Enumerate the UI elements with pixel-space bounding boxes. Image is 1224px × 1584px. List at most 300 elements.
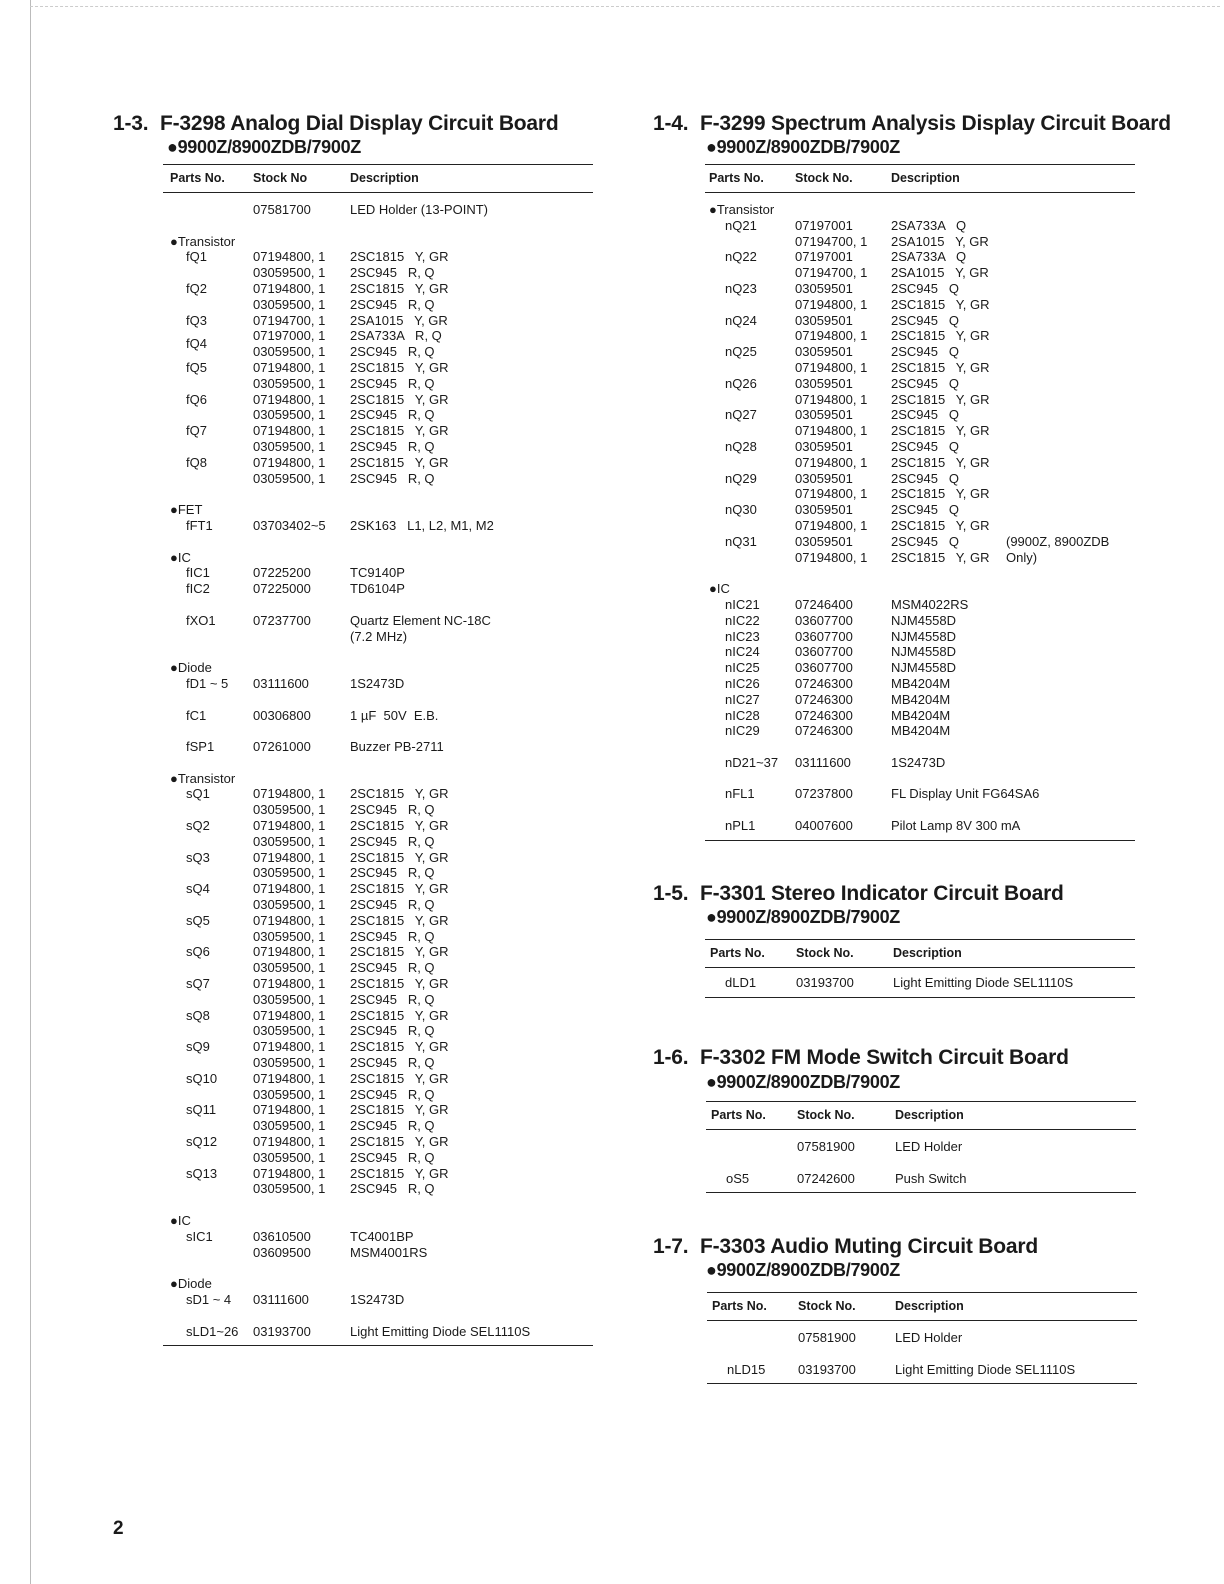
table-row	[163, 1102, 593, 1118]
stock-number: 07225200	[253, 565, 311, 581]
table-row	[163, 1118, 593, 1134]
table-row	[163, 581, 593, 597]
description: 2SC1815 Y, GR	[891, 328, 990, 344]
table-row	[163, 818, 593, 834]
table-row	[163, 960, 593, 976]
description: 2SC1815 Y, GR	[350, 1165, 449, 1181]
table-row	[705, 723, 1135, 739]
part-number: sIC1	[186, 1228, 213, 1244]
description: 2SC945 R, Q	[350, 991, 435, 1007]
group-heading: ●Transistor	[170, 770, 236, 786]
blank-row	[163, 644, 593, 660]
table-row	[705, 234, 1135, 250]
description: 2SC1815 Y, GR	[891, 517, 990, 533]
stock-number: 07246400	[795, 596, 853, 612]
part-number: nIC25	[725, 660, 760, 676]
table-row	[163, 1071, 593, 1087]
model-list: ●9900Z/8900ZDB/7900Z	[706, 137, 900, 157]
stock-number: 07194800, 1	[253, 786, 326, 802]
part-number: nQ26	[725, 375, 757, 391]
table-row	[163, 881, 593, 897]
table-row	[163, 1181, 593, 1197]
stock-number: 03193700	[796, 975, 854, 990]
stock-number: 03059501	[795, 407, 853, 423]
table-row	[163, 202, 593, 218]
table-row	[163, 1008, 593, 1024]
stock-number: 07194800, 1	[253, 454, 326, 470]
table-row	[705, 676, 1135, 692]
stock-number: 07194800, 1	[253, 423, 326, 439]
scan-top-edge	[30, 6, 1220, 7]
description: 2SC1815 Y, GR	[891, 391, 990, 407]
stock-number: 07194800, 1	[795, 486, 868, 502]
description: 2SC1815 Y, GR	[350, 280, 449, 296]
part-number: sQ4	[186, 881, 210, 897]
description: 2SC945 Q	[891, 407, 959, 423]
stock-number: 07194800, 1	[253, 391, 326, 407]
table-row	[705, 471, 1135, 487]
group-heading: ●IC	[170, 549, 191, 565]
description: 2SC945 Q	[891, 470, 959, 486]
stock-number: 07194800, 1	[253, 912, 326, 928]
description: LED Holder	[895, 1330, 963, 1345]
stock-number: 00306800	[253, 707, 311, 723]
group-heading-row	[163, 1213, 593, 1229]
description: MB4204M	[891, 675, 951, 691]
part-number: nIC27	[725, 691, 760, 707]
stock-number: 07194800, 1	[253, 1134, 326, 1150]
part-number: fQ6	[186, 391, 207, 407]
header-description: Description	[891, 171, 960, 185]
table-row	[163, 676, 593, 692]
table-row	[163, 739, 593, 755]
stock-number: 03059501	[795, 312, 853, 328]
table-body	[163, 193, 593, 1346]
section-title	[653, 882, 1064, 906]
model-note: Only)	[1006, 549, 1038, 565]
part-number: sQ9	[186, 1039, 210, 1055]
description: 2SC945 R, Q	[350, 1086, 435, 1102]
part-number: nIC26	[725, 675, 760, 691]
description: NJM4558D	[891, 644, 957, 660]
stock-number: 07194800, 1	[795, 359, 868, 375]
description: LED Holder	[895, 1139, 963, 1154]
stock-number: 07194800, 1	[795, 391, 868, 407]
table-row	[163, 786, 593, 802]
blank-row	[705, 565, 1135, 581]
description: TC9140P	[350, 565, 405, 581]
description: 2SC1815 Y, GR	[350, 881, 449, 897]
table-row	[163, 344, 593, 360]
table-row	[705, 486, 1135, 502]
description: 2SC945 R, Q	[350, 438, 435, 454]
model-list: ●9900Z/8900ZDB/7900Z	[167, 137, 361, 157]
blank-row	[706, 1155, 1136, 1171]
blank-row	[707, 1346, 1137, 1362]
stock-number: 03059501	[795, 438, 853, 454]
table-row	[705, 534, 1135, 550]
model-list: ●9900Z/8900ZDB/7900Z	[706, 1260, 900, 1280]
table-row	[163, 1055, 593, 1071]
table-row	[163, 1134, 593, 1150]
stock-number: 03059500, 1	[253, 960, 326, 976]
part-number: sQ1	[186, 786, 210, 802]
header-stock-no: Stock No.	[797, 1108, 855, 1122]
description: Push Switch	[895, 1170, 967, 1186]
table-row	[705, 786, 1135, 802]
description: 2SA1015 Y, GR	[350, 312, 448, 328]
description: MSM4001RS	[350, 1244, 428, 1260]
stock-number: 07197000, 1	[253, 328, 326, 344]
table-row	[705, 218, 1135, 234]
stock-number: 03059500, 1	[253, 833, 326, 849]
stock-number: 03059500, 1	[253, 1118, 326, 1134]
stock-number: 03059501	[795, 502, 853, 518]
parts-table	[705, 939, 1135, 998]
stock-number: 03193700	[253, 1323, 311, 1339]
part-number: fQ2	[186, 280, 207, 296]
stock-number: 03607700	[795, 628, 853, 644]
parts-table	[705, 164, 1135, 841]
table-row	[705, 281, 1135, 297]
stock-number: 07194800, 1	[253, 1165, 326, 1181]
table-row	[705, 376, 1135, 392]
description: Pilot Lamp 8V 300 mA	[891, 818, 1021, 834]
header-stock-no: Stock No.	[798, 1299, 856, 1313]
stock-number: 07261000	[253, 739, 311, 755]
part-number: nQ24	[725, 312, 757, 328]
header-stock-no: Stock No	[253, 171, 308, 185]
table-row	[163, 913, 593, 929]
table-row	[163, 897, 593, 913]
description: 2SA733A Q	[891, 249, 967, 265]
table-row	[163, 376, 593, 392]
table-row	[163, 1292, 593, 1308]
part-number: fFT1	[186, 517, 213, 533]
table-body	[707, 1321, 1137, 1384]
group-heading: ●Transistor	[709, 202, 775, 217]
stock-number: 03059500, 1	[253, 991, 326, 1007]
description: 1S2473D	[350, 1291, 405, 1307]
table-row	[163, 407, 593, 423]
part-number: sQ10	[186, 1070, 218, 1086]
part-number: fC1	[186, 707, 207, 723]
description: 1S2473D	[891, 754, 946, 770]
description: 2SC1815 Y, GR	[350, 944, 449, 960]
part-number: nD21~37	[725, 754, 779, 770]
description: 2SA1015 Y, GR	[891, 265, 989, 281]
stock-number: 03607700	[795, 644, 853, 660]
description: 2SC1815 Y, GR	[350, 423, 449, 439]
group-heading: ●Diode	[170, 660, 212, 676]
blank-row	[163, 534, 593, 550]
table-row	[163, 392, 593, 408]
table-row	[163, 929, 593, 945]
description: 2SC1815 Y, GR	[891, 454, 990, 470]
description: 2SC945 Q	[891, 312, 959, 328]
table-row	[705, 249, 1135, 265]
part-number: sQ11	[186, 1102, 217, 1118]
description: 2SC945 R, Q	[350, 344, 435, 360]
table-row	[163, 1039, 593, 1055]
group-heading-row	[163, 234, 593, 250]
part-number: sQ6	[186, 944, 210, 960]
section-number: 1-6.	[653, 1046, 689, 1069]
stock-number: 07194800, 1	[253, 1007, 326, 1023]
description: 1S2473D	[350, 675, 405, 691]
table-row	[163, 265, 593, 281]
part-number: nIC23	[725, 628, 760, 644]
table-row	[163, 1166, 593, 1182]
group-heading: ●Diode	[170, 1276, 212, 1292]
description: 2SC945 Q	[891, 375, 959, 391]
part-number: nQ23	[725, 280, 757, 296]
stock-number: 03059500, 1	[253, 407, 326, 423]
description: TC4001BP	[350, 1228, 414, 1244]
stock-number: 03059501	[795, 375, 853, 391]
part-number: fQ4	[186, 336, 207, 352]
stock-number: 07194800, 1	[253, 280, 326, 296]
table-row	[163, 1023, 593, 1039]
part-number: nIC28	[725, 707, 760, 723]
part-number: fQ7	[186, 423, 207, 439]
description: 2SC1815 Y, GR	[350, 912, 449, 928]
table-row	[163, 613, 593, 629]
description: Buzzer PB-2711	[350, 739, 444, 755]
blank-row	[705, 739, 1135, 755]
stock-number: 07194800, 1	[253, 944, 326, 960]
model-list: ●9900Z/8900ZDB/7900Z	[706, 1072, 900, 1092]
description: 2SC945 Q	[891, 438, 959, 454]
header-parts-no: Parts No.	[710, 946, 765, 960]
table-row	[705, 439, 1135, 455]
part-number: nFL1	[725, 786, 755, 802]
table-row	[705, 692, 1135, 708]
table-row	[705, 313, 1135, 329]
stock-number: 03609500	[253, 1244, 311, 1260]
description: MSM4022RS	[891, 596, 969, 612]
description: 2SK163 L1, L2, M1, M2	[350, 517, 494, 533]
blank-row	[163, 692, 593, 708]
stock-number: 03059501	[795, 280, 853, 296]
group-heading-row	[163, 1276, 593, 1292]
description: 2SC1815 Y, GR	[350, 1007, 449, 1023]
stock-number: 03059500, 1	[253, 1023, 326, 1039]
group-heading-row	[163, 502, 593, 518]
description: FL Display Unit FG64SA6	[891, 786, 1040, 802]
page-number: 2	[113, 1518, 124, 1539]
stock-number: 03059500, 1	[253, 802, 326, 818]
part-number: dLD1	[725, 975, 757, 990]
part-number: sQ5	[186, 912, 210, 928]
table-row	[163, 423, 593, 439]
table-row	[163, 1229, 593, 1245]
blank-row	[163, 1260, 593, 1276]
table-row	[163, 471, 593, 487]
description: 2SC945 R, Q	[350, 265, 435, 281]
stock-number: 07194700, 1	[253, 312, 326, 328]
description: 2SA1015 Y, GR	[891, 233, 989, 249]
stock-number: 07237800	[795, 786, 853, 802]
blank-row	[705, 802, 1135, 818]
stock-number: 07581900	[798, 1330, 856, 1345]
stock-number: 07194700, 1	[795, 265, 868, 281]
description: 2SC1815 Y, GR	[350, 1039, 449, 1055]
table-row	[163, 802, 593, 818]
description: MB4204M	[891, 723, 951, 739]
group-heading: ●Transistor	[170, 233, 236, 249]
blank-row	[163, 218, 593, 234]
description: 2SC945 Q	[891, 344, 959, 360]
stock-number: 07194800, 1	[253, 818, 326, 834]
header-parts-no: Parts No.	[709, 171, 764, 185]
model-note: (9900Z, 8900ZDB	[1006, 533, 1110, 549]
description: 2SC1815 Y, GR	[891, 359, 990, 375]
table-row	[163, 1087, 593, 1103]
description: NJM4558D	[891, 628, 957, 644]
stock-number: 07194800, 1	[795, 423, 868, 439]
blank-row	[163, 1308, 593, 1324]
description: 2SA733A R, Q	[350, 328, 442, 344]
stock-number: 07194800, 1	[795, 296, 868, 312]
table-row	[163, 850, 593, 866]
group-heading-row	[163, 660, 593, 676]
stock-number: 07246300	[795, 675, 853, 691]
group-heading-row	[163, 550, 593, 566]
table-row	[705, 975, 1135, 991]
description: 2SC1815 Y, GR	[350, 249, 449, 265]
stock-number: 03059500, 1	[253, 928, 326, 944]
description: 2SC1815 Y, GR	[350, 391, 449, 407]
stock-number: 07194800, 1	[253, 1070, 326, 1086]
stock-number: 03607700	[795, 612, 853, 628]
stock-number: 07194800, 1	[253, 849, 326, 865]
stock-number: 07194700, 1	[795, 233, 868, 249]
blank-row	[163, 597, 593, 613]
table-row	[163, 297, 593, 313]
stock-number: 07194800, 1	[795, 328, 868, 344]
description: 2SC945 R, Q	[350, 296, 435, 312]
table-row	[163, 360, 593, 376]
stock-number: 07194800, 1	[253, 976, 326, 992]
table-row	[163, 1324, 593, 1340]
table-row	[163, 865, 593, 881]
part-number: fQ3	[186, 312, 207, 328]
header-parts-no: Parts No.	[170, 171, 225, 185]
header-stock-no: Stock No.	[795, 171, 853, 185]
stock-number: 03059500, 1	[253, 1055, 326, 1071]
part-number: sQ8	[186, 1007, 210, 1023]
table-row	[163, 708, 593, 724]
stock-number: 07246300	[795, 691, 853, 707]
description: 2SC1815 Y, GR	[350, 454, 449, 470]
stock-number: 07194800, 1	[253, 1102, 326, 1118]
part-number: nIC21	[725, 596, 760, 612]
blank-row	[163, 1197, 593, 1213]
part-number: nIC29	[725, 723, 760, 739]
section-title	[113, 112, 559, 136]
blank-row	[163, 723, 593, 739]
section-number: 1-4.	[653, 112, 689, 135]
table-row	[705, 755, 1135, 771]
table-row	[163, 455, 593, 471]
table-row	[163, 944, 593, 960]
part-number: nLD15	[727, 1361, 766, 1377]
part-number: sQ7	[186, 976, 210, 992]
stock-number: 07246300	[795, 707, 853, 723]
stock-number: 03193700	[798, 1361, 856, 1377]
table-header	[163, 164, 593, 193]
stock-number: 07197001	[795, 249, 853, 265]
blank-row	[163, 486, 593, 502]
stock-number: 07194800, 1	[795, 549, 868, 565]
parts-table	[706, 1101, 1136, 1193]
part-number: fQ8	[186, 454, 207, 470]
blank-row	[163, 755, 593, 771]
description: Quartz Element NC-18C	[350, 612, 491, 628]
description: LED Holder (13-POINT)	[350, 202, 488, 217]
header-parts-no: Parts No.	[711, 1108, 766, 1122]
table-row	[163, 1245, 593, 1261]
header-stock-no: Stock No.	[796, 946, 854, 960]
group-heading-row	[705, 202, 1135, 218]
part-number: nQ25	[725, 344, 757, 360]
section-number: 1-7.	[653, 1235, 689, 1258]
stock-number: 07581900	[797, 1139, 855, 1154]
description: 2SC945 R, Q	[350, 1118, 435, 1134]
part-number: sQ13	[186, 1165, 218, 1181]
table-row	[705, 629, 1135, 645]
table-row	[705, 708, 1135, 724]
description: 1 µF 50V E.B.	[350, 707, 439, 723]
description: 2SA733A Q	[891, 217, 967, 233]
part-number: fIC2	[186, 581, 210, 597]
table-row	[163, 834, 593, 850]
description: 2SC1815 Y, GR	[350, 359, 449, 375]
table-body	[705, 193, 1135, 841]
table-row	[705, 344, 1135, 360]
table-row	[163, 518, 593, 534]
table-row	[705, 423, 1135, 439]
table-body	[706, 1130, 1136, 1193]
description: 2SC945 R, Q	[350, 802, 435, 818]
table-row	[705, 407, 1135, 423]
table-row	[163, 1150, 593, 1166]
description: 2SC1815 Y, GR	[350, 849, 449, 865]
table-row	[705, 360, 1135, 376]
part-number: sQ3	[186, 849, 210, 865]
table-header	[705, 939, 1135, 968]
group-heading-row	[163, 771, 593, 787]
header-description: Description	[895, 1299, 964, 1313]
model-list: ●9900Z/8900ZDB/7900Z	[706, 907, 900, 927]
group-heading: ●IC	[170, 1213, 191, 1228]
description: 2SC945 R, Q	[350, 1055, 435, 1071]
stock-number: 07225000	[253, 581, 311, 597]
table-row	[705, 613, 1135, 629]
description: 2SC1815 Y, GR	[891, 296, 990, 312]
stock-number: 07581700	[253, 202, 311, 217]
table-row	[163, 281, 593, 297]
description: TD6104P	[350, 581, 405, 597]
stock-number: 03111600	[253, 1291, 309, 1307]
stock-number: 04007600	[795, 818, 853, 834]
description: 2SC945 R, Q	[350, 470, 435, 486]
description: MB4204M	[891, 707, 951, 723]
description: 2SC1815 Y, GR	[350, 818, 449, 834]
part-number: oS5	[726, 1170, 750, 1186]
table-row	[705, 818, 1135, 834]
